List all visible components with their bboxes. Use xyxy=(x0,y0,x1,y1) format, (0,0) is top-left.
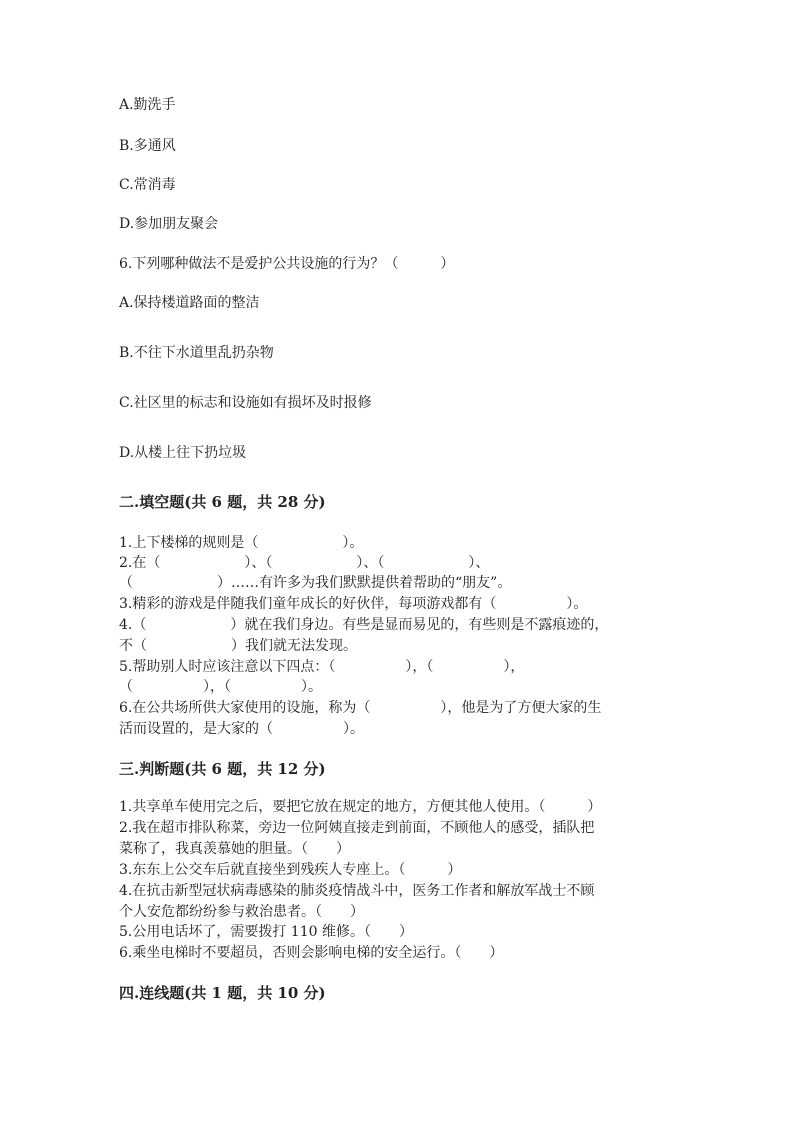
judge-line: 2.我在超市排队称菜，旁边一位阿姨直接走到前面，不顾他人的感受，插队把 xyxy=(119,820,595,836)
q6-question: 6.下列哪种做法不是爱护公共设施的行为？（ ） xyxy=(119,256,455,272)
fill-line: 活而设置的，是大家的（ ）。 xyxy=(119,721,364,737)
q6-option-b: B.不往下水道里乱扔杂物 xyxy=(119,345,274,361)
judge-line: 3.东东上公交车后就直接坐到残疾人专座上。（ ） xyxy=(119,862,462,878)
q5-option-d: D.参加朋友聚会 xyxy=(119,216,219,232)
judge-line: 菜称了，我真羡慕她的胆量。（ ） xyxy=(119,841,350,857)
judge-line: 6.乘坐电梯时不要超员，否则会影响电梯的安全运行。（ ） xyxy=(119,945,504,961)
q6-option-d: D.从楼上往下扔垃圾 xyxy=(119,445,247,461)
fill-line: 5.帮助别人时应该注意以下四点：（ ），（ ）， xyxy=(119,659,525,675)
q5-option-a: A.勤洗手 xyxy=(119,97,176,113)
judge-line: 5.公用电话坏了，需要拨打 110 维修。（ ） xyxy=(119,924,413,940)
q5-option-c: C.常消毒 xyxy=(119,177,176,193)
fill-line: 6.在公共场所供大家使用的设施，称为（ ），他是为了方便大家的生 xyxy=(119,700,602,716)
judge-section-heading: 三.判断题(共 6 题，共 12 分) xyxy=(119,760,326,778)
match-section-heading: 四.连线题(共 1 题，共 10 分) xyxy=(119,984,326,1002)
judge-line: 个人安危都纷纷参与救治患者。（ ） xyxy=(119,904,364,920)
judge-line: 4.在抗击新型冠状病毒感染的肺炎疫情战斗中，医务工作者和解放军战士不顾 xyxy=(119,883,595,899)
fill-section-heading: 二.填空题(共 6 题，共 28 分) xyxy=(119,493,326,511)
judge-line: 1.共享单车使用完之后，要把它放在规定的地方，方便其他人使用。（ ） xyxy=(119,799,602,815)
fill-line: 1.上下楼梯的规则是（ ）。 xyxy=(119,535,364,551)
fill-line: （ ）……有许多为我们默默提供着帮助的“朋友”。 xyxy=(119,575,512,591)
fill-line: （ ），（ ）。 xyxy=(119,679,322,695)
q6-option-a: A.保持楼道路面的整洁 xyxy=(119,295,260,311)
fill-line: 不（ ）我们就无法发现。 xyxy=(119,638,357,654)
fill-line: 2.在（ ）、（ ）、（ ）、 xyxy=(119,555,490,571)
fill-line: 4.（ ）就在我们身边。有些是显而易见的，有些则是不露痕迹的， xyxy=(119,617,609,633)
q5-option-b: B.多通风 xyxy=(119,138,176,154)
fill-line: 3.精彩的游戏是伴随我们童年成长的好伙伴，每项游戏都有（ ）。 xyxy=(119,596,588,612)
q6-option-c: C.社区里的标志和设施如有损坏及时报修 xyxy=(119,395,372,411)
